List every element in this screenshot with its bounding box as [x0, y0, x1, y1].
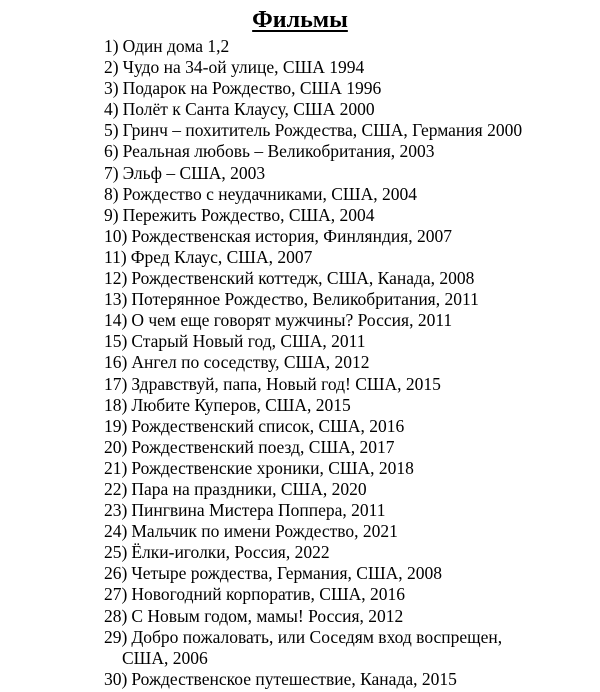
list-item — [104, 500, 594, 521]
list-item-text: Новогодний корпоратив, США, 2016 — [131, 584, 406, 605]
list-item — [104, 205, 594, 226]
list-item — [104, 416, 594, 437]
list-item-number: 29) — [104, 626, 128, 647]
list-item-number: 7) — [104, 162, 119, 183]
list-item-number: 18) — [104, 394, 128, 415]
list-item-number: 17) — [104, 373, 128, 394]
list-item-number: 27) — [104, 584, 128, 605]
list-item-number: 10) — [104, 225, 128, 246]
list-item — [104, 57, 594, 78]
list-item — [104, 163, 594, 184]
list-item-text: Пара на праздники, США, 2020 — [131, 478, 367, 499]
list-item-number: 20) — [104, 436, 128, 457]
list-item-text: Рождественское путешествие, Канада, 2015 — [131, 668, 457, 689]
list-item-number: 24) — [104, 521, 128, 542]
list-item-number: 15) — [104, 331, 128, 352]
list-item-number: 25) — [104, 542, 128, 563]
list-item-text: Эльф – США, 2003 — [122, 162, 266, 183]
list-item-text: Фред Клаус, США, 2007 — [130, 246, 313, 267]
list-item-number: 19) — [104, 415, 128, 436]
page-title: Фильмы — [252, 7, 348, 33]
list-item — [104, 268, 594, 289]
list-item-text: Рождественский коттедж, США, Канада, 2008 — [131, 268, 475, 289]
list-item — [104, 226, 594, 247]
list-item-number: 5) — [104, 120, 119, 141]
list-item — [104, 352, 594, 373]
list-item-text: Старый Новый год, США, 2011 — [131, 331, 366, 352]
list-item — [104, 627, 594, 669]
list-item — [104, 584, 594, 605]
list-item-text: Ёлки-иголки, Россия, 2022 — [131, 542, 330, 563]
list-item — [104, 247, 594, 268]
list-item-continuation: США, 2006 — [122, 647, 208, 668]
list-item — [104, 289, 594, 310]
list-item — [104, 99, 594, 120]
list-item — [104, 331, 594, 352]
list-item-text: Один дома 1,2 — [122, 36, 230, 56]
list-item-number: 26) — [104, 563, 128, 584]
list-item-number: 21) — [104, 457, 128, 478]
list-item-number: 11) — [104, 246, 127, 267]
list-item — [104, 606, 594, 627]
list-item — [104, 120, 594, 141]
list-item — [104, 437, 594, 458]
list-item — [104, 521, 594, 542]
list-item-text: Здравствуй, папа, Новый год! США, 2015 — [131, 373, 441, 394]
list-item-text: Рождественский список, США, 2016 — [131, 415, 405, 436]
list-item-text: Ангел по соседству, США, 2012 — [131, 352, 370, 373]
list-item-text: Гринч – похититель Рождества, США, Германия 2000 — [122, 120, 523, 141]
list-item-number: 14) — [104, 310, 128, 331]
list-item — [104, 563, 594, 584]
list-item-text: Чудо на 34-ой улице, США 1994 — [122, 57, 365, 78]
list-item — [104, 542, 594, 563]
list-item-text: Рождество с неудачниками, США, 2004 — [122, 183, 417, 204]
list-item-text: Пингвина Мистера Поппера, 2011 — [131, 500, 386, 521]
list-item — [104, 395, 594, 416]
list-item — [104, 669, 594, 690]
list-item-number: 28) — [104, 605, 128, 626]
list-item — [104, 78, 594, 99]
list-item — [104, 36, 594, 57]
list-item-number: 30) — [104, 668, 128, 689]
list-item-text: Рождественский поезд, США, 2017 — [131, 436, 395, 457]
list-item-text: С Новым годом, мамы! Россия, 2012 — [131, 605, 404, 626]
list-item-text: Мальчик по имени Рождество, 2021 — [131, 521, 398, 542]
list-item — [104, 374, 594, 395]
list-item-number: 4) — [104, 99, 119, 120]
list-item-text: Рождественские хроники, США, 2018 — [131, 457, 414, 478]
list-item — [104, 141, 594, 162]
list-item-text: Потерянное Рождество, Великобритания, 2011 — [131, 289, 479, 310]
list-item-number: 2) — [104, 57, 119, 78]
list-item — [104, 310, 594, 331]
list-item-text: Любите Куперов, США, 2015 — [131, 394, 351, 415]
list-item-text: Пережить Рождество, США, 2004 — [122, 204, 375, 225]
list-item-number: 12) — [104, 268, 128, 289]
list-item-number: 22) — [104, 478, 128, 499]
list-item-text: О чем еще говорят мужчины? Россия, 2011 — [131, 310, 453, 331]
film-list — [104, 36, 594, 690]
list-item-text: Подарок на Рождество, США 1996 — [122, 78, 382, 99]
list-item-number: 3) — [104, 78, 119, 99]
list-item-text: Полёт к Санта Клаусу, США 2000 — [122, 99, 375, 120]
list-item-text: Реальная любовь – Великобритания, 2003 — [122, 141, 435, 162]
list-item-text: Четыре рождества, Германия, США, 2008 — [131, 563, 442, 584]
list-item — [104, 458, 594, 479]
list-item-number: 8) — [104, 183, 119, 204]
list-item-number: 9) — [104, 204, 119, 225]
list-item-number: 13) — [104, 289, 128, 310]
list-item — [104, 184, 594, 205]
list-item-number: 16) — [104, 352, 128, 373]
list-item-text: Добро пожаловать, или Соседям вход воспрещен, — [131, 626, 503, 647]
list-item — [104, 479, 594, 500]
list-item-text: Рождественская история, Финляндия, 2007 — [131, 225, 453, 246]
list-item-number: 1) — [104, 36, 119, 56]
list-item-number: 23) — [104, 500, 128, 521]
list-item-number: 6) — [104, 141, 119, 162]
